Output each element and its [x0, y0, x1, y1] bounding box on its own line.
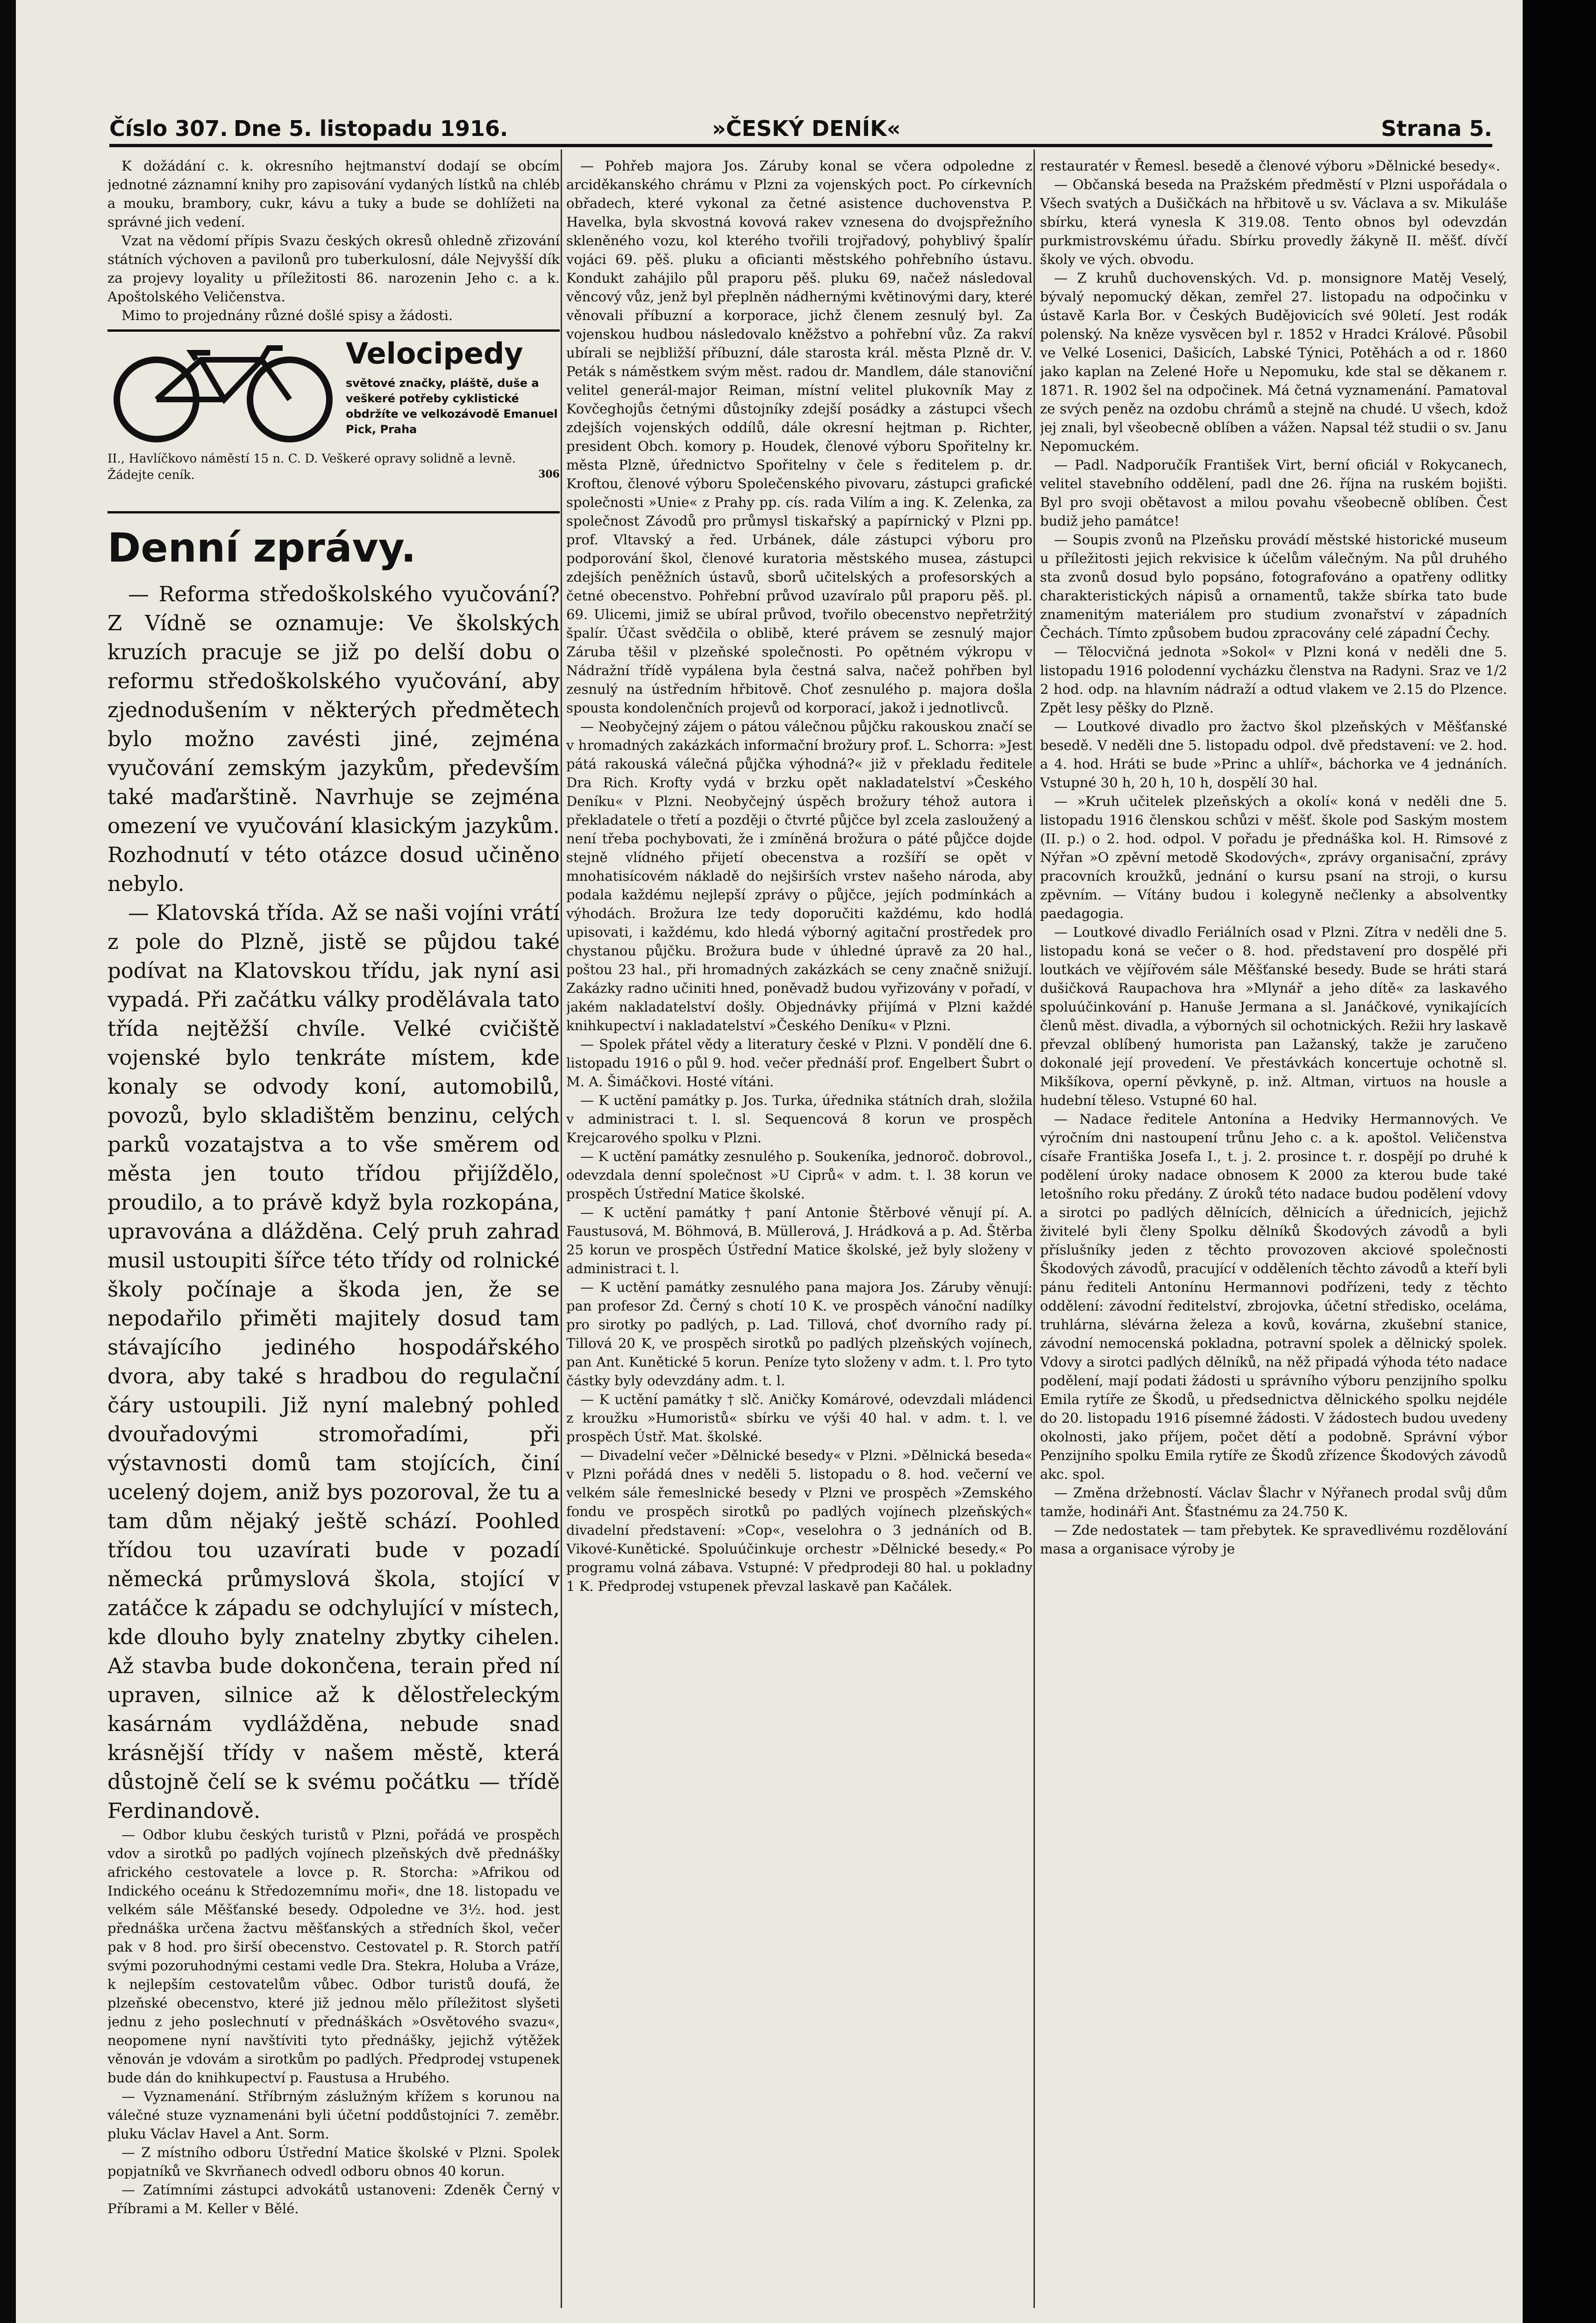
paragraph: — K uctění památky p. Jos. Turka, úřednika státních drah, složila v administraci t. l. sl. Sequencová 8 korun ve prospěch Krejcarového spolku v Plzni.: [566, 1092, 1033, 1146]
paragraph: — Tělocvičná jednota »Sokol« v Plzni koná v neděli dne 5. listopadu 1916 polodenní vycházku členstva na Radyni. Sraz ve 1/2 2 hod. odp. na hlavním nádraží a odtud vlakem ve 2.15 do Plzence. Zpět lesy pěšky do Plzně.: [1040, 644, 1507, 716]
scan-border: [1523, 0, 1596, 2323]
paragraph: restauratér v Řemesl. besedě a členové výboru »Dělnické besedy«.: [1040, 158, 1501, 174]
paragraph: — Z místního odboru Ústřední Matice školské v Plzni. Spolek popjatníků ve Skvrňanech odvedl odboru obnos 40 korun.: [107, 2145, 560, 2179]
paragraph: — K uctění památky † slč. Aničky Komárové, odevzdali mládenci z kroužku »Humoristů« sbírku ve výši 40 hal. v adm. t. l. ve prospěch Ústř. Mat. školské.: [566, 1391, 1033, 1445]
paragraph: — Klatovská třída. Až se naši vojíni vrátí z pole do Plzně, jistě se půjdou také podívat na Klatovskou třídu, jak nyní asi vypadá. Při začátku války prodělávala tato třída nejtěžší chvíle. Velké cvičiště vojenské bylo tenkráte místem, kde konaly se odvody koní, automobilů, povozů, bylo skladištěm benzinu, celých parků vozatajstva a to vše směrem od města jen touto třídou přijíždělo, proudilo, a to právě když byla rozkopána, upravována a dlážděna. Celý pruh zahrad musil ustoupiti šířce této třídy od rolnické školy počínaje a škoda jen, že se nepodařilo přiměti majitely dosud tam stávajícího jediného hospodářského dvora, aby také s hradbou do regulační čáry ustoupili. Již nyní malebný pohled dvouřadovými stromořadími, při výstavnosti domů tam stojících, činí ucelený dojem, aniž bys pozoroval, že tu a tam dům nějaký ještě schází. Poohled třídou tou uzavírati bude v pozadí německá průmyslová škola, stojící v zatáčce k západu se odchylující v místech, kde dlouho byly znatelny zbytky cihelen. Až stavba bude dokončena, terain před ní upraven, silnice až k dělostřeleckým kasárnám vydlážděna, nebude snad krásnější třídy v našem městě, která důstojně čelí se k svému počátku — třídě Ferdinandově.: [107, 900, 560, 1823]
page-number: Strana 5.: [1381, 116, 1492, 141]
newspaper-page: [16, 0, 1523, 2323]
paragraph: — »Kruh učitelek plzeňských a okolí« koná v neděli dne 5. listopadu 1916 členskou schůzi v měšť. škole pod Saským mostem (II. p.) o 2. hod. odpol. V pořadu je přednáška kol. H. Rimsové z Nýřan »O zpěvní metodě Skodových«, zprávy organisační, zprávy pracovních kroužků, jednání o kursu psaní na stroji, o kursu zpěvním. — Vítány budou i kolegyně nečlenky a absolventky paedagogia.: [1040, 793, 1507, 921]
paragraph: — Odbor klubu českých turistů v Plzni, pořádá ve prospěch vdov a sirotků po padlých vojínech plzeňských dvě přednášky afrického cestovatele a lovce p. R. Storcha: »Afrikou od Indického oceánu k Středozemnímu moři«, dne 18. listopadu ve velkém sále Měšťanské besedy. Odpoledne ve 3½. hod. jest přednáška určena žactvu měšťanských a středních škol, večer pak v 8 hod. pro širší obecenstvo. Cestovatel p. R. Storch patří svými pozoruhodnými cestami vedle Dra. Stekra, Holuba a Vráze, k nejlepším cestovatelům vůbec. Odbor turistů doufá, že plzeňské obecenstvo, které již jednou mělo příležitost slyšeti jednu z jeho poslechnutí v přednáškách »Osvětového svazu«, neopomene nyní navštíviti tyto přednášky, jejichž výtěžek věnován je vdovám a sirotkům po padlých. Předprodej vstupenek bude dán do knihkupectví p. Faustusa a Hrubého.: [107, 1827, 560, 2086]
paragraph: — Občanská beseda na Pražském předměstí v Plzni uspořádala o Všech svatých a Dušičkách na hřbitově u sv. Václava a sv. Mikuláše sbírku, která vynesla K 319.08. Tento obnos byl odevzdán purkmistrovskému úřadu. Sbírku provedly žákyně II. měšť. dívčí školy ve vých. obvodu.: [1040, 177, 1507, 267]
paper-title: »ČESKÝ DENÍK«: [712, 116, 901, 141]
column-rule: [561, 150, 562, 2308]
paragraph: — K uctění památky † paní Antonie Štěrbové věnují pí. A. Faustusová, M. Böhmová, B. Müllerová, J. Hrádková a p. Ad. Štěrba 25 korun ve prospěch Ústřední Matice školské, jež byly složeny v administraci t. l.: [566, 1204, 1033, 1276]
page-header: [109, 116, 1492, 147]
section-heading: Denní zprávy.: [107, 525, 416, 571]
paragraph: — Loutkové divadlo pro žactvo škol plzeňských v Měšťanské besedě. V neděli dne 5. listopadu odpol. dvě představení: ve 2. hod. a 4. hod. Hráti se bude »Princ a uhlíř«, báchorka ve 4 jednáních. Vstupné 30 h, 20 h, 10 h, dospělí 30 hal.: [1040, 719, 1507, 791]
paragraph: — Padl. Nadporučík František Virt, berní oficiál v Rokycanech, velitel stavebního oddělení, padl dne 26. října na ruském bojišti. Byl pro svoji obětavost a milou povahu všeobecně oblíben. Čest budiž jeho památce!: [1040, 457, 1507, 529]
paragraph: — Neobyčejný zájem o pátou válečnou půjčku rakouskou značí se v hromadných zakázkách informační brožury prof. L. Schorra: »Jest pátá rakouská válečná půjčka výhodná?« již v překladu ředitele Dra Rich. Krofty vydá v brzku opět nakladatelství »Českého Deníku« v Plzni. Neobyčejný úspěch brožury téhož autora i překladatele o třetí a později o čtvrté půjčce byl zcela zasloužený a není třeba pochybovati, že i zmíněná brožura o páté půjčce dojde stejně vlídného přijetí obecenstva a rozšíří se opět v mnohatisícovém nákladě do nejširších vrstev našeho národa, aby podala každému nejlepší zprávy o půjčce, jejích podmínkách a výhodách. Brožura lze tedy doporučiti každému, kdo hodlá upisovati, i každému, kdo hledá výborný agitační prostředek pro chystanou půjčku. Brožura bude v úhledné úpravě za 20 hal., poštou 23 hal., při hromadných zakázkách se ceny značně snižují. Zakázky radno učiniti hned, poněvadž budou vyřizovány v pořadí, v jakém nakladatelství došly. Objednávky přijímá v Plzni každé knihkupectví i nakladatelství »Českého Deníku« v Plzni.: [566, 719, 1033, 1033]
paragraph: — Vyznamenání. Stříbrným záslužným křížem s korunou na válečné stuze vyznamenáni byli účetní poddůstojníci 7. zeměbr. pluku Václav Havel a Ant. Sorm.: [107, 2088, 560, 2142]
paragraph: — Loutkové divadlo Feriálních osad v Plzni. Zítra v neděli dne 5. listopadu koná se večer o 8. hod. představení pro dospělé při loutkách ve vějířovém sále Měšťanské besedy. Bude se hráti stará dušičková Raupachova hra »Mlynář a jeho dítě« za laskavého spoluúčinkování p. Hanuše Jermana a sl. Janáčkové, vynikajících členů měst. divadla, a výborných sil ochotnických. Režii hry laskavě převzal oblíbený humorista pan Lažanský, takže je zaručeno dokonalé její provedení. Ve přestávkách koncertuje ochotně sl. Mikšíkova, operní pěvkyně, p. inž. Altman, virtuos na housle a hudební těleso. Vstupné 60 hal.: [1040, 924, 1507, 1108]
issue-date: Dne 5. listopadu 1916.: [234, 116, 508, 141]
paragraph: — Soupis zvonů na Plzeňsku provádí městské historické museum u příležitosti jejich rekvisice k účelům válečným. Na půl druhého sta zvonů dosud bylo popsáno, fotografováno a opatřeny odlitky charakteristických nápisů a ornamentů, takže sbírka tato bude znamenitým materiálem pro studium zvonařství v západních Čechách. Tímto způsobem budou zpracovány celé západní Čechy.: [1040, 532, 1507, 641]
column-left: [107, 157, 560, 2306]
column-right: [1040, 157, 1507, 2306]
paragraph: — Zde nedostatek — tam přebytek. Ke spravedlivému rozdělování masa a organisace výroby je: [1040, 1522, 1507, 1557]
paragraph: — Reforma středoškolského vyučování? Z Vídně se oznamuje: Ve školských kruzích pracuje se již po delší dobu o reformu středoškolského vyučování, aby zjednodušením v některých předmětech bylo možno zavésti jiné, zejména vyučování zemským jazykům, především také maďarštině. Navrhuje se zejména omezení ve vyučování klasickým jazykům. Rozhodnutí v této otázce dosud učiněno nebylo.: [107, 582, 560, 896]
bicycle-icon: [107, 341, 336, 444]
paragraph: — Nadace ředitele Antonína a Hedviky Hermannových. Ve výročním dni nastoupení trůnu Jeho c. a k. apoštol. Veličenstva císaře Františka Josefa I., t. j. 2. prosince t. r. dospějí po druhé k podělení úroky nadace obnosem K 2000 za kterou bude také letošního roku předány. Z úroků této nadace budou podělení vdovy a sirotci po padlých dělnících, dělnicích a úřednicích, jejichž živitelé byli členy Spolku dělníků Škodových závodů a byli příslušníky jeden z těchto provozoven akciové společnosti Škodových závodů, pracující v odděleních těchto závodů a kteří byli pánu řediteli Antonínu Hermannovi podřízeni, tedy z těchto oddělení: závodní ředitelství, zbrojovka, účetní středisko, oceláma, truhlárna, slévárna železa a kovů, kovárna, zkušební stanice, závodní nemocenská pokladna, potravní spolek a dělnický spolek. Vdovy a sirotci padlých dělníků, na něž připadá výhoda této nadace podělení, mají podati žádosti u správního výboru penzijního spolku Emila rytíře ze Škodů, u předsednictva dělnického spolku nejdéle do 20. listopadu 1916 písemné žádosti. V žádostech budou uvedeny okolnosti, jako příjem, počet dětí a podobně. Správní výbor Penzijního spolku Emila rytíře ze Škodů zřízence Škodových závodů akc. spol.: [1040, 1111, 1507, 1482]
paragraph: K dožádání c. k. okresního hejtmanství dodají se obcím jednotné záznamní knihy pro zapisování vydaných lístků na chléb a mouku, brambory, cukr, kávu a tuky a bude se dohlížeti na správné jich vedení.: [107, 158, 560, 230]
ad-text: světové značky, pláště, duše a veškeré potřeby cyklistické obdržíte ve velkozávodě Emanuel Pick, Praha: [346, 377, 558, 436]
column-middle: [566, 157, 1033, 2306]
paragraph: — Z kruhů duchovenských. Vd. p. monsignore Matěj Veselý, bývalý nepomucký děkan, zemřel 27. listopadu na odpočinku v ústavě Karla Bor. v Českých Budějovicích své 90letí. Jest rodák polenský. Na kněze vysvěcen byl r. 1852 v Hradci Králové. Působil ve Velké Losenici, Dašicích, Labské Týnici, Potěhách a od r. 1860 jako kaplan na Zelené Hoře u Nepomuku, kde stal se děkanem r. 1871. R. 1902 šel na odpočinek. Má četná vyznamenání. Pamatoval ze svých peněz na ozdobu chrámů a stejně na chudé. U všech, kdož jej znali, byl všeobecně oblíben a vážen. Napsal též studii o sv. Janu Nepomuckém.: [1040, 270, 1507, 454]
paragraph: — Pohřeb majora Jos. Záruby konal se včera odpoledne z arciděkanského chrámu v Plzni za vojenských poct. Po církevních obřadech, které vykonal za četné asistence duchovenstva P. Havelka, byla skvostná kovová rakev vznesena do dvojspřežního skleněného vozu, kol kterého tvořili trojřadový, pohyblivý špalír vojáci 69. pěš. pluku a oficianti městského pohřebního ústavu. Kondukt zahájilo půl praporu pěš. pluku 69, načež následoval věncový vůz, jenž byl přeplněn nádhernými květinovými dary, které věnovali příbuzní a korporace, jichž členem zesnulý byl. Za vojenskou hudbou následovalo kněžstvo a pohřební vůz. Za rakví ubírali se nejbližší příbuzní, dále starosta král. města Plzně dr. V. Peták s náměstkem svým měst. radou dr. Mandlem, dále stanoviční velitel generál-major Reiman, místní velitel plukovník May z Kovčeghojůs četnými důstojníky zdejší posádky a zástupci všech zdejších vojenských oddílů, dále okresní hejtman p. Richter, president Obch. komory p. Houdek, členové výboru Spořitelny kr. města Plzně, úřednictvo Spořitelny v čele s ředitelem p. dr. Kroftou, členové výboru Společenského pivovaru, zástupci grafické společnosti »Unie« z Prahy pp. cís. rada Vilím a ing. K. Zelenka, za společnost Závodů pro průmysl tiskařský a papírnický v Plzni pp. prof. Vltavský a řed. Urbánek, dále zástupci výboru pro podporování škol, členové kuratoria městského musea, zástupci zdejších peněžních ústavů, sborů učitelských a profesorských a četné obecenstvo. Pohřební průvod uzavíralo půl praporu pěš. pl. 69. Ulicemi, jimiž se ubíral průvod, tvořilo obecenstvo nepřetržitý špalír. Účast svědčila o oblibě, které právem se zesnulý major Záruba těšil v plzeňské společnosti. Po opětném výkropu v Nádražní třídě vypálena byla čestná salva, načež pohřben byl zesnulý na ústředním hřbitově. Choť zesnulého p. majora došla spousta kondolenčních projevů od korporací, jakož i jednotlivců.: [566, 158, 1033, 716]
column-rule: [1033, 150, 1035, 2308]
paragraph: — Změna držebností. Václav Šlachr v Nýřanech prodal svůj dům tamže, hodináři Ant. Šťastnému za 24.750 K.: [1040, 1485, 1507, 1519]
divider: [107, 511, 560, 513]
paragraph: — K uctění památky zesnulého p. Soukeníka, jednoroč. dobrovol., odevzdala denní společnost »U Ciprů« v adm. t. l. 38 korun ve prospěch Ústřední Matice školské.: [566, 1148, 1033, 1202]
ad-title: Velocipedy: [346, 336, 523, 371]
paragraph: Vzat na vědomí přípis Svazu českých okresů ohledně zřizování státních výchoven a pavilonů pro tuberkulosní, dále Nejvyšší dík za projevy loyality u příležitosti 86. narozenin Jeho c. a k. Apoštolského Veličenstva.: [107, 233, 560, 305]
paragraph: — Zatímními zástupci advokátů ustanoveni: Zdeněk Černý v Příbrami a M. Keller v Bělé.: [107, 2182, 560, 2216]
advertisement: [107, 336, 560, 505]
paragraph: — Spolek přátel vědy a literatury české v Plzni. V pondělí dne 6. listopadu 1916 o půl 9. hod. večer přednáší prof. Engelbert Šubrt o M. A. Šimáčkovi. Hosté vítáni.: [566, 1036, 1033, 1090]
ad-address: II., Havlíčkovo náměstí 15 n. C. D. Veškeré opravy solidně a levně. Žádejte ceník.: [107, 452, 516, 482]
divider: [107, 329, 560, 332]
paragraph: — K uctění památky zesnulého pana majora Jos. Záruby věnují: pan profesor Zd. Černý s chotí 10 K. ve prospěch vánoční nadílky pro sirotky po padlých, p. Lad. Tillová, choť dvorního rady pí. Tillová 20 K, ve prospěch sirotků po padlých plzeňských vojínech, pan Ant. Kunětické 5 korun. Peníze tyto složeny v adm. t. l. Pro tyto částky byly odevzdány adm. t. l.: [566, 1279, 1033, 1389]
paragraph: Mimo to projednány různé došlé spisy a žádosti.: [121, 307, 453, 323]
paragraph: — Divadelní večer »Dělnické besedy« v Plzni. »Dělnická beseda« v Plzni pořádá dnes v neděli 5. listopadu o 8. hod. večerní ve velkém sále řemeslnické besedy v Plzni ve prospěch »Zemského fondu ve prospěch sirotků po padlých vojínech plzeňských« divadelní představení: »Cop«, veselohra o 3 jednáních od B. Vikové-Kunětické. Spoluúčinkuje orchestr »Dělnické besedy.« Po programu volná zábava. Vstupné: V předprodeji 80 hal. u pokladny 1 K. Předprodej vstupenek převzal laskavě pan Kačálek.: [566, 1447, 1033, 1594]
ad-code: 306: [538, 468, 560, 480]
issue-number: Číslo 307.: [109, 116, 228, 141]
